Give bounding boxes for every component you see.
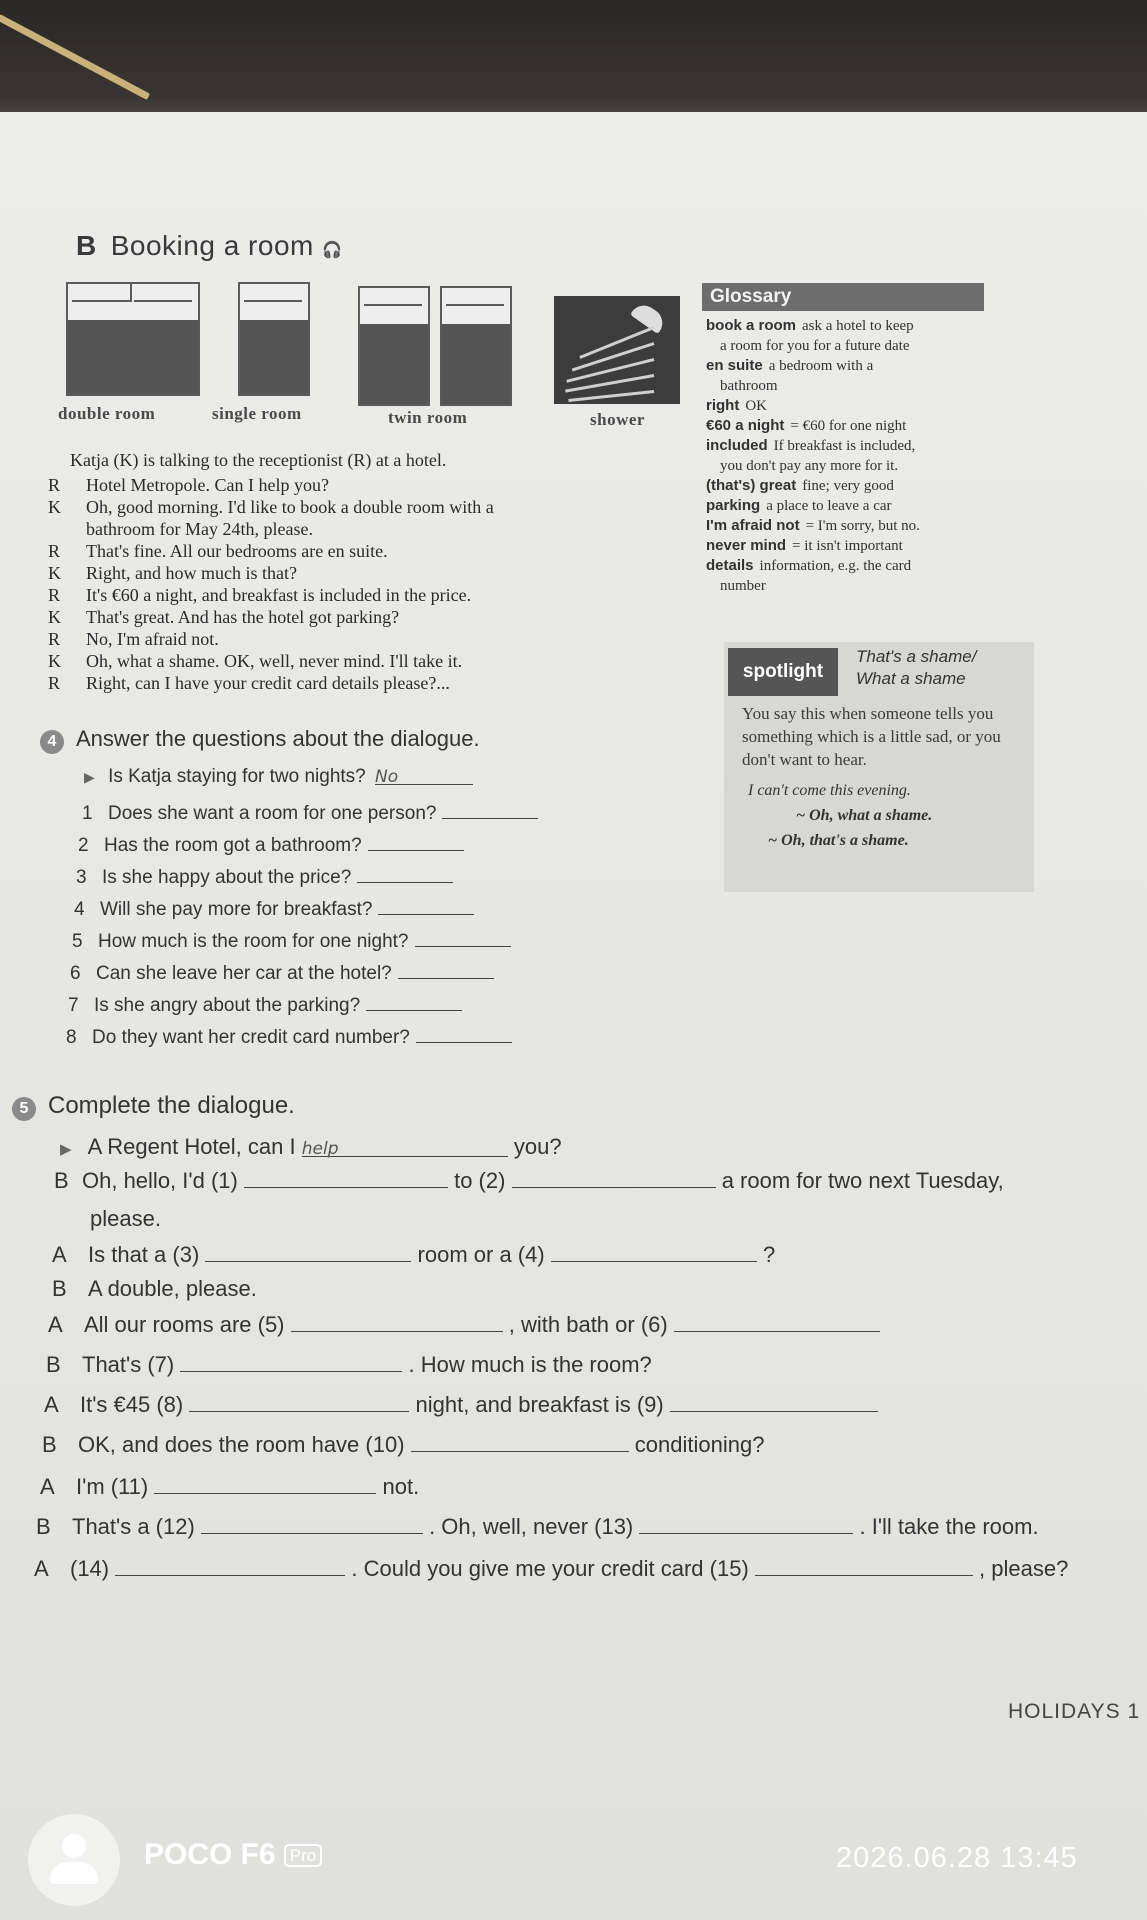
answer-field[interactable] bbox=[442, 800, 538, 819]
question-number: 7 bbox=[68, 995, 79, 1016]
line-text: That's fine. All our bedrooms are en suite. bbox=[86, 541, 388, 561]
speaker: K bbox=[48, 651, 61, 671]
blank-2[interactable] bbox=[512, 1169, 716, 1188]
glossary-definition: ask a hotel to keep bbox=[802, 318, 914, 334]
exercise-5-example bbox=[60, 1134, 562, 1160]
text: I'm (11) bbox=[76, 1474, 149, 1499]
question-text: Does she want a room for one person? bbox=[108, 803, 437, 824]
question-text: Is she happy about the price? bbox=[102, 867, 352, 888]
glossary-definition: a bedroom with a bbox=[768, 358, 874, 374]
speaker: A bbox=[34, 1556, 49, 1581]
glossary-term: book a room bbox=[706, 317, 797, 334]
running-head: HOLIDAYS 1 bbox=[1008, 1700, 1141, 1723]
single-bed-picture bbox=[238, 282, 310, 396]
line-text: No, I'm afraid not. bbox=[86, 629, 219, 649]
camera-watermark bbox=[144, 1838, 322, 1872]
glossary-definition-cont: you don't pay any more for it. bbox=[720, 458, 899, 474]
pencil bbox=[0, 14, 150, 100]
question-8 bbox=[66, 1024, 512, 1049]
spotlight-tag: spotlight bbox=[728, 648, 838, 696]
line-text: Oh, good morning. I'd like to book a double room with a bbox=[86, 497, 494, 517]
text: Oh, hello, I'd (1) bbox=[82, 1168, 238, 1193]
speaker: R bbox=[48, 629, 61, 649]
glossary-definition: If breakfast is included, bbox=[773, 438, 916, 454]
dialogue-line bbox=[48, 672, 688, 694]
dialogue-line bbox=[48, 496, 688, 518]
exercise-5-heading bbox=[12, 1092, 295, 1121]
exercise-5-instruction: Complete the dialogue. bbox=[48, 1092, 295, 1119]
speaker: K bbox=[48, 607, 61, 627]
dialogue-line-2 bbox=[52, 1242, 775, 1268]
text: . Could you give me your credit card (15) bbox=[351, 1556, 749, 1581]
speaker: B bbox=[54, 1168, 69, 1193]
glossary-term: right bbox=[706, 397, 740, 414]
text: (14) bbox=[70, 1556, 110, 1581]
blank-13[interactable] bbox=[639, 1515, 853, 1534]
text: conditioning? bbox=[634, 1432, 765, 1457]
dialogue-line-1-cont: please. bbox=[90, 1206, 161, 1231]
glossary-definition: a place to leave a car bbox=[766, 498, 892, 514]
speaker: B bbox=[36, 1514, 51, 1539]
spotlight-title-line1: That's a shame/ bbox=[856, 647, 977, 666]
question-number: 1 bbox=[82, 803, 93, 824]
glossary-entry bbox=[706, 496, 1006, 516]
question-text: Is she angry about the parking? bbox=[94, 995, 361, 1016]
question-6 bbox=[70, 960, 494, 985]
caption-shower: shower bbox=[590, 410, 645, 429]
example-answer: No bbox=[375, 767, 399, 787]
example-fill: help bbox=[301, 1139, 339, 1159]
glossary-definition-cont: number bbox=[720, 578, 766, 594]
question-number: 5 bbox=[72, 931, 83, 952]
text: It's €45 (8) bbox=[80, 1392, 184, 1417]
dialogue-line bbox=[48, 474, 688, 496]
answer-field[interactable] bbox=[368, 832, 464, 851]
speaker: K bbox=[48, 497, 61, 517]
blank-10[interactable] bbox=[411, 1433, 629, 1452]
line-text: That's great. And has the hotel got parking? bbox=[86, 607, 400, 627]
text: to (2) bbox=[454, 1168, 506, 1193]
speaker: A bbox=[52, 1242, 67, 1267]
text: , with bath or (6) bbox=[508, 1312, 668, 1337]
question-text: Do they want her credit card number? bbox=[92, 1027, 410, 1048]
speaker: K bbox=[48, 563, 61, 583]
answer-field[interactable] bbox=[366, 992, 462, 1011]
text: Is that a (3) bbox=[88, 1242, 200, 1267]
question-2 bbox=[78, 832, 464, 857]
blank-5[interactable] bbox=[291, 1313, 503, 1332]
dialogue-line-4 bbox=[48, 1312, 880, 1338]
answer-field[interactable] bbox=[416, 1024, 512, 1043]
glossary-heading: Glossary bbox=[702, 283, 984, 311]
glossary-term: included bbox=[706, 437, 768, 454]
spotlight-example-1: I can't come this evening. bbox=[748, 782, 911, 799]
text: A double, please. bbox=[88, 1276, 257, 1301]
twin-bed-right-picture bbox=[440, 286, 512, 406]
dialogue-line bbox=[48, 650, 688, 672]
text: That's a (12) bbox=[72, 1514, 195, 1539]
line-text: It's €60 a night, and breakfast is included in the price. bbox=[86, 585, 472, 605]
dialogue-line-7 bbox=[42, 1432, 764, 1458]
glossary-definition: = I'm sorry, but no. bbox=[805, 518, 920, 534]
exercise-4-example bbox=[84, 766, 473, 788]
camera-brand: POCO F6 bbox=[144, 1838, 276, 1871]
example-after: you? bbox=[513, 1134, 562, 1159]
text: . I'll take the room. bbox=[859, 1514, 1039, 1539]
avatar-icon bbox=[28, 1814, 120, 1906]
question-number: 3 bbox=[76, 867, 87, 888]
caption-twin-room: twin room bbox=[388, 408, 468, 427]
question-number: 6 bbox=[70, 963, 81, 984]
caption-single-room: single room bbox=[212, 404, 302, 423]
glossary-list bbox=[706, 316, 1006, 596]
blank-1[interactable] bbox=[244, 1169, 448, 1188]
answer-field[interactable] bbox=[398, 960, 494, 979]
blank-6[interactable] bbox=[674, 1313, 880, 1332]
question-text: How much is the room for one night? bbox=[98, 931, 409, 952]
text: ? bbox=[762, 1242, 776, 1267]
section-letter: B bbox=[76, 230, 97, 261]
text: All our rooms are (5) bbox=[84, 1312, 285, 1337]
speaker: R bbox=[48, 541, 61, 561]
dialogue bbox=[48, 474, 688, 694]
line-text: bathroom for May 24th, please. bbox=[86, 519, 313, 539]
speaker: R bbox=[48, 475, 61, 495]
glossary-definition-cont: bathroom bbox=[720, 378, 778, 394]
dialogue-line-3 bbox=[52, 1276, 257, 1302]
spotlight-examples bbox=[748, 778, 1028, 853]
line-text: Hotel Metropole. Can I help you? bbox=[86, 475, 329, 495]
camera-badge: Pro bbox=[284, 1844, 322, 1867]
dialogue-line-10 bbox=[34, 1556, 1068, 1582]
text: not. bbox=[382, 1474, 420, 1499]
exercise-4-heading bbox=[40, 726, 480, 754]
glossary-definition: fine; very good bbox=[802, 478, 894, 494]
play-arrow-icon: ▶ bbox=[60, 1141, 72, 1158]
question-7 bbox=[68, 992, 462, 1017]
question-text: Can she leave her car at the hotel? bbox=[96, 963, 392, 984]
section-title: Booking a room bbox=[110, 230, 314, 261]
glossary-term: parking bbox=[706, 497, 761, 514]
speaker: B bbox=[42, 1432, 57, 1457]
section-heading bbox=[76, 230, 343, 262]
glossary-definition: OK bbox=[745, 398, 767, 414]
dialogue-line bbox=[48, 562, 688, 584]
photo-timestamp: 2026.06.28 13:45 bbox=[836, 1842, 1078, 1874]
speaker: A bbox=[40, 1474, 55, 1499]
double-bed-picture bbox=[66, 282, 200, 396]
spotlight-example-2: ~ Oh, what a shame. bbox=[796, 807, 933, 824]
glossary-definition: = it isn't important bbox=[792, 538, 903, 554]
text: , please? bbox=[979, 1556, 1069, 1581]
question-number: 2 bbox=[78, 835, 89, 856]
text: . Oh, well, never (13) bbox=[429, 1514, 634, 1539]
blank-11[interactable] bbox=[154, 1475, 376, 1494]
question-number: 4 bbox=[74, 899, 85, 920]
line-text: Right, and how much is that? bbox=[86, 563, 297, 583]
dialogue-line bbox=[48, 584, 688, 606]
speaker: R bbox=[48, 673, 61, 693]
question-text: Has the room got a bathroom? bbox=[104, 835, 362, 856]
text: night, and breakfast is (9) bbox=[415, 1392, 664, 1417]
speaker bbox=[48, 518, 86, 540]
question-1 bbox=[82, 800, 538, 825]
glossary-entry bbox=[706, 536, 1006, 556]
dialogue-line bbox=[48, 540, 688, 562]
question-3 bbox=[76, 864, 453, 889]
caption-double-room: double room bbox=[58, 404, 156, 423]
glossary-term: details bbox=[706, 557, 754, 574]
blank-7[interactable] bbox=[180, 1353, 402, 1372]
answer-field[interactable] bbox=[378, 896, 474, 915]
blank-12[interactable] bbox=[201, 1515, 423, 1534]
glossary-term: I'm afraid not bbox=[706, 517, 800, 534]
text: OK, and does the room have (10) bbox=[78, 1432, 405, 1457]
text: That's (7) bbox=[82, 1352, 175, 1377]
dialogue-intro: Katja (K) is talking to the receptionist (R) at a hotel. bbox=[70, 450, 447, 470]
glossary-entry bbox=[706, 556, 1006, 576]
example-answer-field[interactable] bbox=[375, 766, 473, 785]
glossary-entry bbox=[706, 356, 1006, 376]
blank-3[interactable] bbox=[205, 1243, 411, 1262]
shower-picture bbox=[554, 296, 680, 404]
spotlight-example-3: ~ Oh, that's a shame. bbox=[768, 832, 909, 849]
glossary-definition: information, e.g. the card bbox=[759, 558, 912, 574]
dialogue-line-1 bbox=[54, 1168, 1004, 1194]
glossary-definition: = €60 for one night bbox=[790, 418, 907, 434]
play-arrow-icon: ▶ bbox=[84, 769, 95, 785]
speaker: B bbox=[52, 1276, 67, 1301]
blank-15[interactable] bbox=[755, 1557, 973, 1576]
spotlight-title-line2: What a shame bbox=[856, 669, 966, 688]
exercise-4-number: 4 bbox=[40, 730, 64, 754]
example-blank[interactable] bbox=[302, 1134, 508, 1157]
answer-field[interactable] bbox=[415, 928, 511, 947]
text: . How much is the room? bbox=[408, 1352, 652, 1377]
twin-bed-left-picture bbox=[358, 286, 430, 406]
headphones-icon: 🎧 bbox=[322, 242, 343, 259]
dialogue-line-5 bbox=[46, 1352, 652, 1378]
speaker: B bbox=[46, 1352, 61, 1377]
question-number: 8 bbox=[66, 1027, 77, 1048]
dialogue-line bbox=[48, 606, 688, 628]
question-4 bbox=[74, 896, 474, 921]
glossary-definition-cont: a room for you for a future date bbox=[720, 338, 910, 354]
glossary-term: €60 a night bbox=[706, 417, 785, 434]
speaker: A bbox=[44, 1392, 59, 1417]
question-5 bbox=[72, 928, 511, 953]
speaker: R bbox=[48, 585, 61, 605]
blank-8[interactable] bbox=[189, 1393, 409, 1412]
glossary-term: en suite bbox=[706, 357, 763, 374]
example-speaker: A bbox=[87, 1134, 102, 1159]
example-before: Regent Hotel, can I bbox=[107, 1134, 296, 1159]
dialogue-line-9 bbox=[36, 1514, 1039, 1540]
glossary-entry bbox=[706, 436, 1006, 456]
glossary-entry bbox=[706, 316, 1006, 336]
dialogue-line-8 bbox=[40, 1474, 419, 1500]
text: room or a (4) bbox=[417, 1242, 545, 1267]
glossary-entry bbox=[706, 396, 1006, 416]
exercise-4-instruction: Answer the questions about the dialogue. bbox=[76, 726, 480, 751]
blank-9[interactable] bbox=[670, 1393, 878, 1412]
dialogue-line-6 bbox=[44, 1392, 878, 1418]
text: a room for two next Tuesday, bbox=[721, 1168, 1004, 1193]
glossary-term: (that's) great bbox=[706, 477, 797, 494]
glossary-entry bbox=[706, 476, 1006, 496]
line-text: Right, can I have your credit card details please?... bbox=[86, 673, 450, 693]
blank-14[interactable] bbox=[115, 1557, 345, 1576]
question-text: Will she pay more for breakfast? bbox=[100, 899, 373, 920]
glossary-entry bbox=[706, 516, 1006, 536]
dialogue-line bbox=[48, 518, 688, 540]
example-question: Is Katja staying for two nights? bbox=[108, 766, 366, 787]
glossary-entry bbox=[706, 416, 1006, 436]
dialogue-line bbox=[48, 628, 688, 650]
glossary-term: never mind bbox=[706, 537, 787, 554]
speaker: A bbox=[48, 1312, 63, 1337]
exercise-5-number: 5 bbox=[12, 1097, 36, 1121]
answer-field[interactable] bbox=[357, 864, 453, 883]
spotlight-body: You say this when someone tells you something which is a little sad, or you don't want to hear. bbox=[742, 704, 1001, 769]
blank-4[interactable] bbox=[551, 1243, 757, 1262]
spotlight-title bbox=[856, 646, 976, 690]
line-text: Oh, what a shame. OK, well, never mind. I'll take it. bbox=[86, 651, 463, 671]
